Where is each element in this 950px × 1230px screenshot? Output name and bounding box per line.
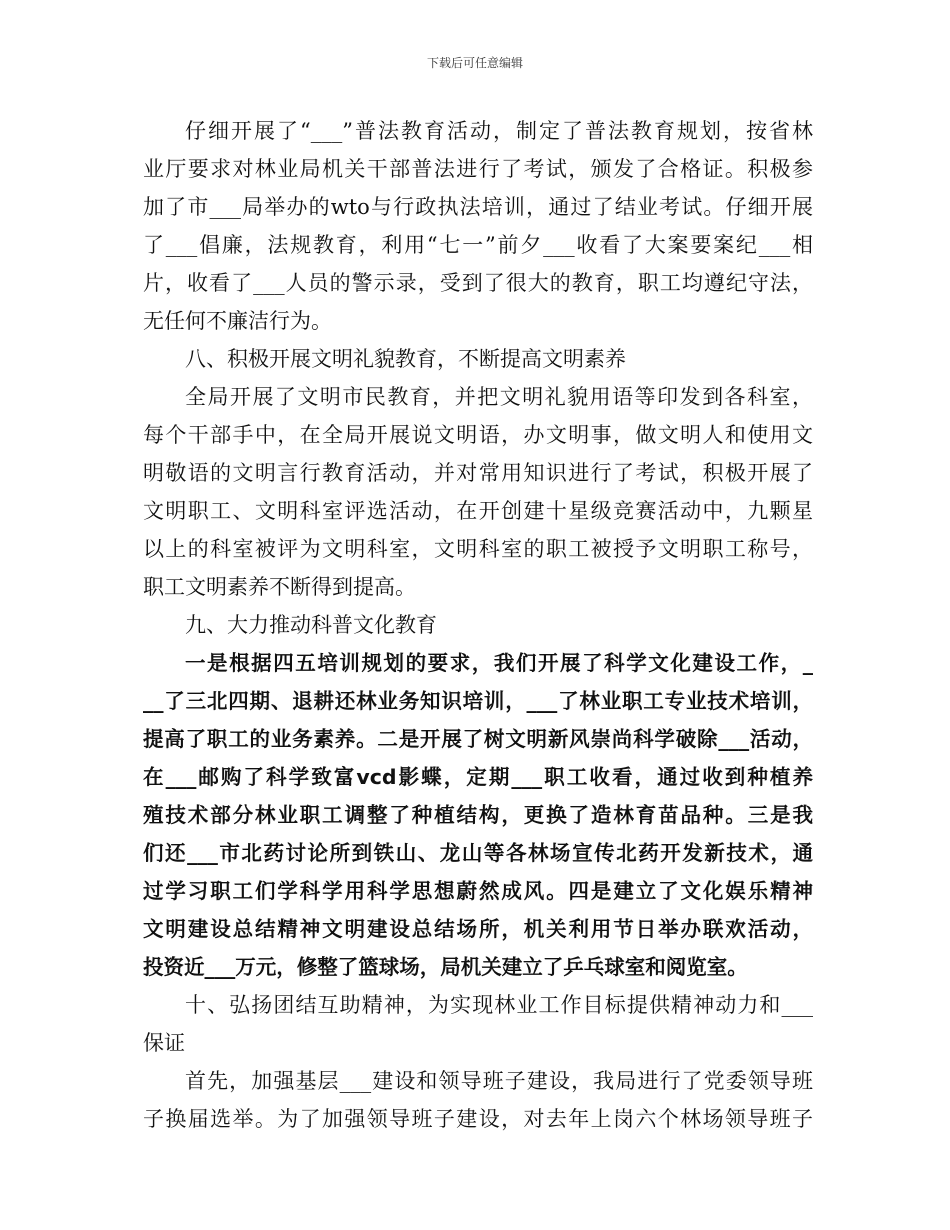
section-heading: 保证 — [143, 1031, 185, 1055]
paragraph-line: 职工文明素养不断得到提高。 — [143, 575, 416, 599]
bold-paragraph-line: 过学习职工们学科学用科学思想蔚然成风。四是建立了文化娱乐精神 — [143, 879, 813, 903]
section-heading: 八、积极开展文明礼貌教育，不断提高文明素养 — [185, 347, 626, 371]
section-heading: 十、弘扬团结互助精神，为实现林业工作目标提供精神动力和___ — [185, 993, 813, 1017]
paragraph-line: 无任何不廉洁行为。 — [143, 309, 332, 333]
paragraph-line: 明敬语的文明言行教育活动，并对常用知识进行了考试，积极开展了 — [143, 461, 813, 485]
bold-paragraph-line: __了三北四期、退耕还林业务知识培训，___了林业职工专业技术培训， — [143, 689, 813, 713]
paragraph-line: 了___倡廉，法规教育，利用“七一”前夕___收看了大案要案纪___相 — [143, 233, 813, 257]
paragraph-line: 仔细开展了“___”普法教育活动，制定了普法教育规划，按省林 — [185, 119, 813, 143]
bold-paragraph-line: 殖技术部分林业职工调整了种植结构，更换了造林育苗品种。三是我 — [143, 803, 813, 827]
bold-paragraph-line: 一是根据四五培训规划的要求，我们开展了科学文化建设工作，_ — [185, 651, 813, 675]
document-body — [143, 112, 813, 1138]
section-heading: 九、大力推动科普文化教育 — [185, 613, 437, 637]
paragraph-line: 业厅要求对林业局机关干部普法进行了考试，颁发了合格证。积极参 — [143, 157, 813, 181]
paragraph-line: 每个干部手中，在全局开展说文明语，办文明事，做文明人和使用文 — [143, 423, 813, 447]
paragraph-line: 子换届选举。为了加强领导班子建设，对去年上岗六个林场领导班子 — [143, 1107, 813, 1131]
bold-paragraph-line: 提高了职工的业务素养。二是开展了树文明新风崇尚科学破除___活动， — [143, 727, 813, 751]
paragraph-line: 片，收看了___人员的警示录，受到了很大的教育，职工均遵纪守法， — [143, 271, 813, 295]
paragraph-line: 加了市___局举办的wto与行政执法培训，通过了结业考试。仔细开展 — [143, 195, 813, 219]
bold-paragraph-line: 们还___市北药讨论所到铁山、龙山等各林场宣传北药开发新技术，通 — [143, 841, 813, 865]
page-header: 下载后可任意编辑 — [426, 56, 523, 70]
bold-paragraph-line: 投资近___万元，修整了篮球场，局机关建立了乒乓球室和阅览室。 — [143, 955, 748, 979]
paragraph-line: 首先，加强基层___建设和领导班子建设，我局进行了党委领导班 — [185, 1069, 813, 1093]
bold-paragraph-line: 文明建设总结精神文明建设总结场所，机关利用节日举办联欢活动， — [143, 917, 813, 941]
paragraph-line: 文明职工、文明科室评选活动，在开创建十星级竞赛活动中，九颗星 — [143, 499, 813, 523]
paragraph-line: 以上的科室被评为文明科室，文明科室的职工被授予文明职工称号， — [143, 537, 813, 561]
bold-paragraph-line: 在___邮购了科学致富vcd影蝶，定期___职工收看，通过收到种植养 — [143, 765, 813, 789]
paragraph-line: 全局开展了文明市民教育，并把文明礼貌用语等印发到各科室， — [185, 385, 813, 409]
